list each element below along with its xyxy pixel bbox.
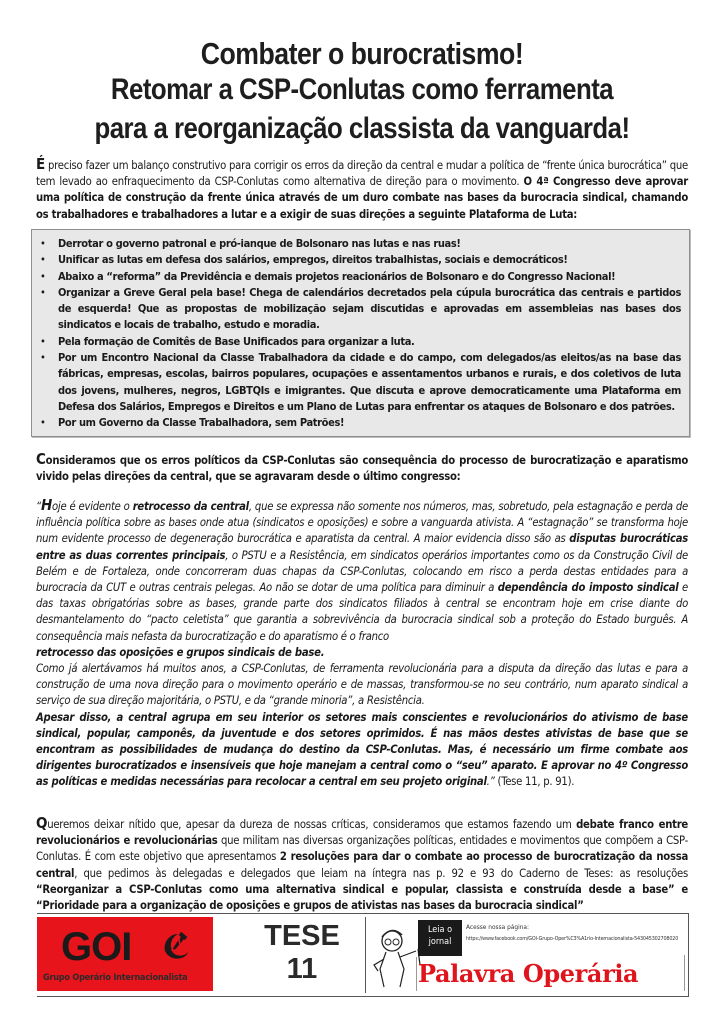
second-paragraph bbox=[36, 451, 688, 485]
headline-line-3: para a reorganização classista da vanguarda! bbox=[94, 112, 630, 145]
platform-box bbox=[31, 229, 690, 437]
tese-number: 11 bbox=[286, 953, 318, 985]
quote-citation: (Tese 11, p. 91). bbox=[494, 775, 575, 789]
drop-cap: H bbox=[40, 496, 53, 514]
hammer-sickle-4-icon bbox=[159, 929, 193, 963]
goi-logo-block bbox=[37, 917, 213, 991]
quote-bold: retrocesso das oposições e grupos sindicais de base. bbox=[36, 645, 325, 659]
quote-bold: disputas burocráticas entre as duas correntes principais bbox=[36, 532, 688, 562]
drop-cap: C bbox=[36, 450, 46, 468]
platform-item: • Por um Encontro Nacional da Classe Trabalhadora da cidade e do campo, com delegados/as eleitos/as na base das fábricas, empresas, escolas, bairros populares, ocupações e assentamentos urbanos e rurais, e dos coletivos de luta dos jovens, mulheres, negros, LGBTQIs e imigrantes. Que discuta e aprove democraticamente uma Plataforma em Defesa dos Salários, Empregos e Direitos e um Plano de Lutas para enfrentar os ataques de Bolsonaro e dos patrões. bbox=[58, 350, 681, 415]
quote-bold: dependência do imposto sindical bbox=[497, 581, 679, 595]
p3-text: que militam nas diversas organizações políticas, entidades e movimentos que compõem a CSP-Conlutas. É com este objetivo que apresentamos bbox=[36, 834, 688, 864]
sign-line-2: jornal bbox=[428, 937, 452, 947]
intro-paragraph bbox=[36, 156, 688, 223]
quote-paragraph bbox=[36, 497, 688, 791]
p3-bold: “Reorganizar a CSP-Conlutas como uma alternativa sindical e popular, classista e construída desde a base” e “Prioridade para a organização de oposições e grupos de ativistas nas bases da burocracia sindical” bbox=[36, 882, 688, 913]
platform-item: • Pela formação de Comitês de Base Unificados para organizar a luta. bbox=[58, 334, 681, 350]
tese-title: TESE bbox=[264, 920, 340, 952]
goi-logo-text: GOI bbox=[61, 925, 132, 969]
quote-text: Como já alertávamos há muitos anos, a CSP-Conlutas, de ferramenta revolucionária para a disputa da direção das lutas e para a construção de uma nova direção para o movimento operário e de massas, transformou-se no seu contrário, num aparato sindical a serviço de sua direção majoritária, o PSTU, e da “grande minoria”, a Resistência. bbox=[36, 662, 688, 708]
drop-cap: É bbox=[36, 155, 45, 173]
palavra-operaria-ad bbox=[365, 917, 686, 993]
facebook-url-link[interactable]: https://www.facebook.com/GOI-Grupo-Oper%C3%A1rio-Internacionalista-543045302708020 bbox=[466, 936, 679, 942]
open-quote: “ bbox=[36, 500, 41, 513]
headline-line-2: Retomar a CSP-Conlutas como ferramenta bbox=[110, 73, 614, 106]
divider bbox=[416, 957, 417, 991]
third-paragraph bbox=[36, 815, 688, 914]
drop-cap: Q bbox=[36, 814, 48, 832]
platform-item: • Derrotar o governo patronal e pró-ianque de Bolsonaro nas lutas e nas ruas! bbox=[58, 236, 681, 252]
quote-text: , que se expressa não somente nos números, mas, sobretudo, pela estagnação e perda de influência política sobre as bases onde atua (sindicatos e oposições) e sobre a vanguarda ativista. A “estagnação” se transforma hoje num evidente processo de degeneração burocrática e aparatista da central. A maior evidencia disso são as bbox=[36, 500, 688, 546]
quote-bold: retrocesso da central bbox=[132, 500, 249, 513]
quote-text: , o PSTU e a Resistência, em sindicatos operários importantes como os da Construção Civil de Belém e de Fortaleza, onde concorreram duas chapas da CSP-Conlutas, colocando em risco a perda destas entidades para a burocracia da CUT e outras centrais pelegas. Ao não se dotar de uma política para diminuir a bbox=[36, 548, 689, 595]
newspaper-title: Palavra Operária bbox=[418, 959, 639, 988]
p3-bold: debate franco entre revolucionários e revolucionárias bbox=[36, 818, 688, 848]
p3-bold: 2 resoluções para dar o combate ao processo de burocratização da nossa central bbox=[36, 850, 688, 880]
sign-line-1: Leia o bbox=[427, 925, 453, 935]
quote-bold: Apesar disso, a central agrupa em seu interior os setores mais conscientes e revolucionários do ativismo de base sindical, popular, camponês, da juventude e dos setores oprimidos. É nas mãos destes ativistas de base que se encontram as possibilidades de mudança do destino da CSP-Conlutas. Mas, é necessário um firme combate aos dirigentes burocratizados e insensíveis que hoje manejam a central como o “seu” aparato. E aprovar no 4º Congresso as políticas e medidas necessárias para recolocar a central em seu projeto original bbox=[36, 710, 688, 789]
leia-o-jornal-sign bbox=[418, 920, 462, 956]
platform-item: • Unificar as lutas em defesa dos salários, empregos, direitos trabalhistas, sociais e democráticos! bbox=[58, 252, 681, 268]
p3-text: ueremos deixar nítido que, apesar da dureza de nossas críticas, consideramos que estamos fazendo um bbox=[47, 818, 577, 831]
quote-text: oje é evidente o bbox=[52, 500, 133, 513]
headline-line-1: Combater o burocratismo! bbox=[200, 36, 524, 71]
acesse-label: Acesse nossa página: bbox=[466, 923, 529, 931]
quote-text: e das taxas obrigatórias sobre as bases, grande parte dos sindicatos filiados à central se encontram hoje em crise diante do desmantelamento do “pacto celetista” que garantia a sobrevivência da burocracia sindical sob a proteção do Estado burguês. A consequência mais nefasta da burocratização e do aparatismo é o franco bbox=[36, 581, 688, 643]
platform-item: • Por um Governo da Classe Trabalhadora, sem Patrões! bbox=[58, 415, 681, 431]
intro-bold-text: O 4ª Congresso deve aprovar uma política de construção da frente única através de um duro combate nas bases da burocracia sindical, chamando os trabalhadores e trabalhadores a lutar e a exigir de suas direções a seguinte Plataforma de Luta: bbox=[36, 175, 688, 221]
footer-banner bbox=[37, 913, 689, 997]
intro-text: preciso fazer um balanço construtivo para corrigir os erros da direção da central e mudar a política de “frente única burocrática” que tem levado ao enfraquecimento da CSP-Conlutas como alternativa de direção para o movimento. bbox=[36, 159, 688, 189]
goi-subtitle: Grupo Operário Internacionalista bbox=[43, 973, 188, 983]
platform-list bbox=[32, 230, 689, 432]
divider bbox=[684, 955, 685, 991]
second-paragraph-text: onsideramos que os erros políticos da CSP-Conlutas são consequência do processo de burocratização e aparatismo vivido pelas direções da central, que se agravaram desde o último congresso: bbox=[36, 454, 688, 484]
p3-text: , que pedimos às delegadas e delegados que leiam na íntegra nas p. 92 e 93 do Caderno de Teses: as resoluções bbox=[74, 866, 688, 880]
platform-item: • Organizar a Greve Geral pela base! Chega de calendários decretados pela cúpula burocrática das centrais e partidos de esquerda! Que as propostas de mobilização sejam discutidas e aprovadas em assembleias nas bases dos sindicatos e locais de trabalho, estudo e moradia. bbox=[58, 285, 681, 334]
platform-item: • Abaixo a “reforma” da Previdência e demais projetos reacionários de Bolsonaro e do Congresso Nacional! bbox=[58, 269, 681, 285]
tese-label bbox=[247, 920, 357, 986]
close-quote: .” bbox=[486, 775, 495, 789]
